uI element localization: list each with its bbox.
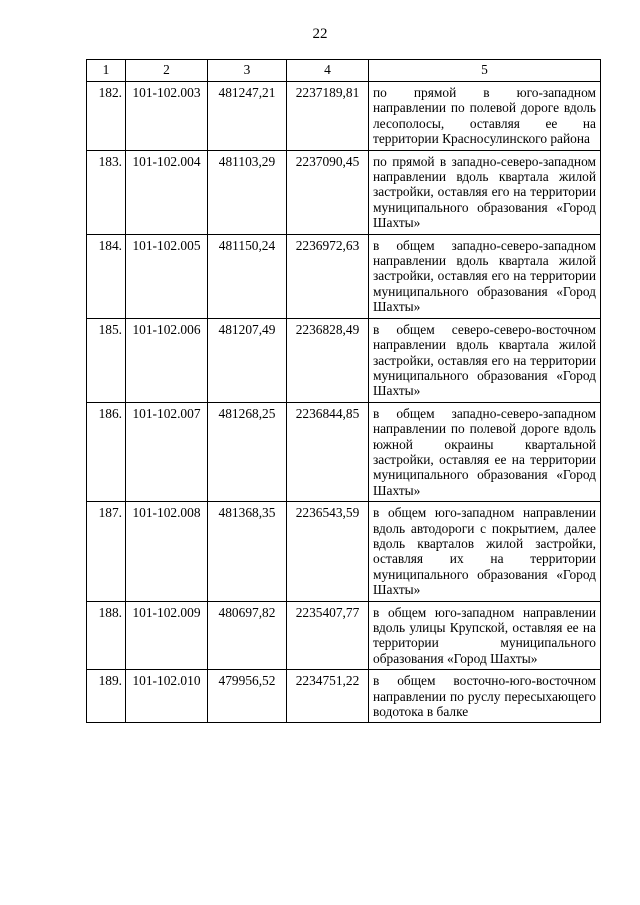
table-row: [87, 234, 601, 318]
y-coordinate-cell: 2235407,77: [287, 601, 369, 670]
point-code-cell: 101-102.007: [126, 402, 208, 501]
page-number: 22: [312, 26, 328, 42]
column-header-1: 1: [87, 60, 126, 82]
point-code-cell: 101-102.004: [126, 150, 208, 234]
row-number-cell: 183.: [87, 150, 126, 234]
x-coordinate-cell: 480697,82: [208, 601, 287, 670]
point-code-cell: 101-102.008: [126, 502, 208, 601]
description-cell: в общем западно-северо-западном направлении вдоль квартала жилой застройки, оставляя его на территории муниципального образования «Город Шахты»: [369, 234, 601, 318]
column-header-5: 5: [369, 60, 601, 82]
x-coordinate-cell: 481103,29: [208, 150, 287, 234]
table-row: [87, 670, 601, 723]
y-coordinate-cell: 2237189,81: [287, 82, 369, 151]
x-coordinate-cell: 481268,25: [208, 402, 287, 501]
description-cell: в общем юго-западном направлении вдоль улицы Крупской, оставляя ее на территории муниципального образования «Город Шахты»: [369, 601, 601, 670]
table-row: [87, 402, 601, 501]
row-number-cell: 187.: [87, 502, 126, 601]
point-code-cell: 101-102.006: [126, 318, 208, 402]
description-cell: в общем западно-северо-западном направлении по полевой дороге вдоль южной окраины квартальной застройки, оставляя ее на территории муниципального образования «Город Шахты»: [369, 402, 601, 501]
table-row: [87, 601, 601, 670]
point-code-cell: 101-102.010: [126, 670, 208, 723]
y-coordinate-cell: 2236844,85: [287, 402, 369, 501]
x-coordinate-cell: 481247,21: [208, 82, 287, 151]
table-row: [87, 82, 601, 151]
y-coordinate-cell: 2237090,45: [287, 150, 369, 234]
table-header-row: [87, 60, 601, 82]
description-cell: в общем юго-западном направлении вдоль автодороги с покрытием, далее вдоль кварталов жилой застройки, оставляя их на территории муниципального образования «Город Шахты»: [369, 502, 601, 601]
row-number-cell: 185.: [87, 318, 126, 402]
y-coordinate-cell: 2234751,22: [287, 670, 369, 723]
description-cell: в общем северо-северо-восточном направлении вдоль квартала жилой застройки, оставляя его на территории муниципального образования «Город Шахты»: [369, 318, 601, 402]
description-cell: в общем восточно-юго-восточном направлении по руслу пересыхающего водотока в балке: [369, 670, 601, 723]
x-coordinate-cell: 481368,35: [208, 502, 287, 601]
row-number-cell: 182.: [87, 82, 126, 151]
table-row: [87, 318, 601, 402]
description-cell: по прямой в западно-северо-западном направлении вдоль квартала жилой застройки, оставляя его на территории муниципального образования «Город Шахты»: [369, 150, 601, 234]
row-number-cell: 186.: [87, 402, 126, 501]
x-coordinate-cell: 479956,52: [208, 670, 287, 723]
table-row: [87, 502, 601, 601]
y-coordinate-cell: 2236543,59: [287, 502, 369, 601]
point-code-cell: 101-102.005: [126, 234, 208, 318]
y-coordinate-cell: 2236828,49: [287, 318, 369, 402]
point-code-cell: 101-102.009: [126, 601, 208, 670]
column-header-3: 3: [208, 60, 287, 82]
table-row: [87, 150, 601, 234]
boundary-table: [86, 59, 601, 723]
x-coordinate-cell: 481150,24: [208, 234, 287, 318]
row-number-cell: 184.: [87, 234, 126, 318]
x-coordinate-cell: 481207,49: [208, 318, 287, 402]
table-body: [87, 82, 601, 723]
description-cell: по прямой в юго-западном направлении по полевой дороге вдоль лесополосы, оставляя ее на территории Красносулинского района: [369, 82, 601, 151]
y-coordinate-cell: 2236972,63: [287, 234, 369, 318]
column-header-4: 4: [287, 60, 369, 82]
row-number-cell: 188.: [87, 601, 126, 670]
point-code-cell: 101-102.003: [126, 82, 208, 151]
column-header-2: 2: [126, 60, 208, 82]
row-number-cell: 189.: [87, 670, 126, 723]
